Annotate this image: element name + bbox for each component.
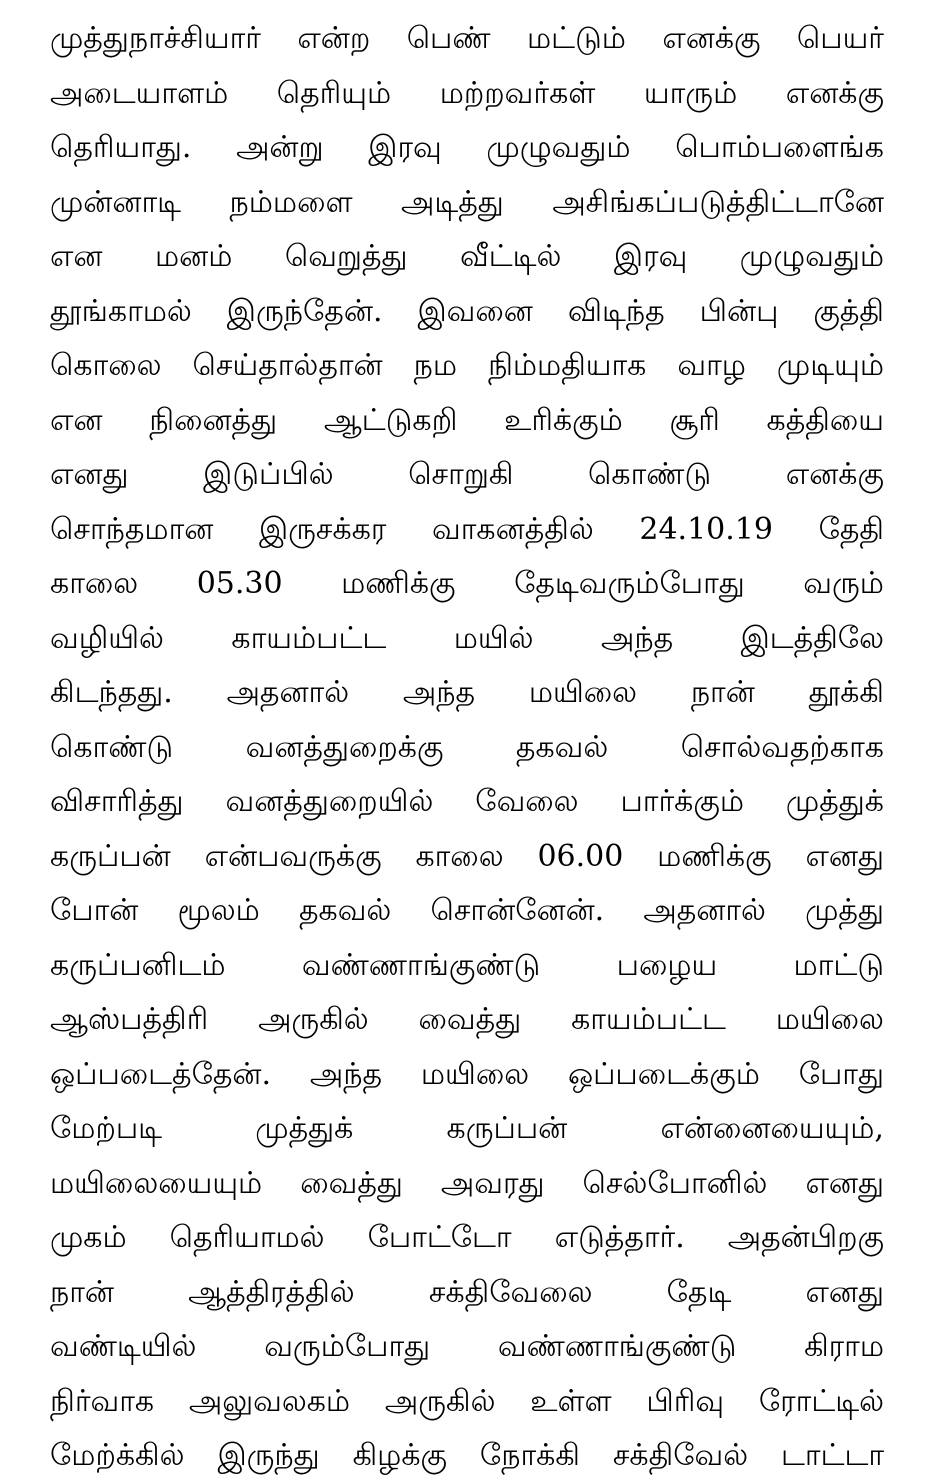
- word: விசாரித்து: [50, 784, 184, 819]
- word: ஆத்திரத்தில்: [188, 1274, 355, 1310]
- text-line: [50, 993, 884, 1048]
- word: என்பவருக்கு: [204, 838, 382, 874]
- word: அலுவலகம்: [188, 1383, 351, 1419]
- word: தெரியும்: [276, 75, 392, 111]
- word: வழியில்: [50, 620, 164, 656]
- word: நம்மளை: [229, 184, 353, 220]
- word: தெரியாது.: [50, 130, 192, 165]
- word: பெண்: [406, 21, 491, 56]
- word: தகவல்: [298, 893, 392, 928]
- word: கிராம: [804, 1329, 884, 1364]
- word: மேற்படி: [50, 1111, 163, 1146]
- word: நான்: [690, 675, 755, 710]
- word: ரோட்டில்: [758, 1383, 884, 1419]
- text-line: [50, 285, 884, 340]
- word: காயம்பட்ட: [231, 620, 387, 656]
- word: சக்திவேல்: [612, 1438, 749, 1473]
- text-line: [50, 503, 884, 558]
- word: தூங்காமல்: [50, 293, 192, 329]
- word: 24.10.19: [639, 511, 773, 547]
- word: வண்ணாங்குண்டு: [497, 1329, 737, 1364]
- text-line: [50, 884, 884, 939]
- word: முழுவதும்: [739, 239, 884, 274]
- word: இரவு: [613, 239, 688, 274]
- word: எனது: [805, 1165, 884, 1201]
- word: மற்றவர்கள்: [439, 75, 596, 111]
- word: எனக்கு: [785, 457, 884, 492]
- word: அருகில்: [258, 1002, 369, 1037]
- text-line: [50, 1429, 884, 1484]
- word: நிர்வாக: [50, 1383, 155, 1419]
- word: மயிலை: [420, 1056, 530, 1092]
- word: மயில்: [453, 620, 534, 656]
- word: கருப்பன்: [446, 1111, 568, 1146]
- word: முகம்: [50, 1220, 127, 1255]
- text-line: [50, 775, 884, 830]
- word: முத்துநாச்சியார்: [50, 21, 261, 56]
- word: சூரி: [669, 402, 720, 438]
- text-line: [50, 121, 884, 176]
- word: வாகனத்தில்: [432, 511, 594, 547]
- word: போன்: [50, 893, 139, 928]
- word: செய்தால்தான்: [192, 348, 383, 383]
- word: அருகில்: [384, 1383, 496, 1419]
- word: சொறுகி: [408, 457, 514, 492]
- word: ஒப்படைத்தேன்.: [50, 1056, 272, 1092]
- word: மணிக்கு: [341, 566, 456, 601]
- word: இருந்தேன்.: [226, 293, 383, 329]
- word: தெரியாமல்: [169, 1220, 325, 1255]
- word: கொலை: [50, 348, 162, 383]
- word: உள்ள: [530, 1383, 612, 1419]
- text-line: [50, 1157, 884, 1212]
- text-line: [50, 721, 884, 776]
- word: நிம்மதியாக: [488, 348, 647, 383]
- word: மூலம்: [177, 893, 260, 928]
- word: என: [50, 402, 103, 438]
- word: உரிக்கும்: [504, 402, 623, 438]
- word: அன்று: [236, 130, 324, 165]
- word: காலை: [50, 566, 139, 601]
- word: நம: [413, 348, 458, 383]
- text-line: [50, 939, 884, 994]
- word: இருந்து: [217, 1438, 320, 1473]
- word: 05.30: [196, 566, 283, 601]
- text-line: [50, 1211, 884, 1266]
- word: போது: [798, 1056, 884, 1092]
- word: மாட்டு: [793, 947, 884, 983]
- word: வெறுத்து: [284, 239, 408, 274]
- word: கிடந்தது.: [50, 675, 173, 710]
- word: விடிந்த: [567, 293, 665, 329]
- word: முத்துக்: [255, 1111, 354, 1146]
- word: கொண்டு: [50, 729, 174, 765]
- word: முத்துக்: [785, 784, 884, 819]
- word: ஆஸ்பத்திரி: [50, 1002, 209, 1037]
- word: ஆட்டுகறி: [323, 402, 458, 438]
- word: வனத்துறையில்: [225, 784, 434, 819]
- word: முன்னாடி: [50, 184, 182, 220]
- word: மயிலையையும்: [50, 1165, 263, 1201]
- word: பின்பு: [699, 293, 779, 329]
- word: கிழக்கு: [352, 1438, 447, 1473]
- word: தூக்கி: [808, 675, 884, 710]
- word: சொல்வதற்காக: [680, 729, 884, 765]
- word: வாழ: [677, 348, 746, 383]
- word: அடையாளம்: [50, 75, 229, 111]
- word: அதன்பிறகு: [727, 1220, 884, 1255]
- word: மயிலை: [528, 675, 638, 710]
- word: காலை: [415, 838, 504, 874]
- word: அதனால்: [643, 893, 766, 928]
- word: சக்திவேலை: [428, 1274, 593, 1310]
- word: என: [50, 239, 103, 274]
- word: மணிக்கு: [657, 838, 772, 874]
- text-line: [50, 1320, 884, 1375]
- word: மட்டும்: [526, 21, 626, 56]
- word: 06.00: [537, 838, 624, 874]
- word: முத்து: [805, 893, 884, 928]
- text-line: [50, 67, 884, 122]
- word: காயம்பட்ட: [571, 1002, 726, 1037]
- word: வீட்டில்: [460, 239, 562, 274]
- word: ஒப்படைக்கும்: [567, 1056, 760, 1092]
- text-line: [50, 666, 884, 721]
- text-line: [50, 1375, 884, 1430]
- word: அசிங்கப்படுத்திட்டானே: [552, 184, 884, 220]
- text-line: [50, 557, 884, 612]
- word: டாட்டா: [781, 1438, 884, 1473]
- word: அவரது: [440, 1165, 545, 1201]
- word: யாரும்: [643, 75, 738, 111]
- word: சொந்தமான: [50, 511, 214, 547]
- word: இவனை: [417, 293, 533, 329]
- word: தேதி: [818, 511, 884, 547]
- word: எனக்கு: [662, 21, 761, 56]
- word: அந்த: [309, 1056, 383, 1092]
- word: அடித்து: [401, 184, 504, 220]
- word: வண்ணாங்குண்டு: [301, 947, 541, 983]
- word: பழைய: [616, 947, 718, 983]
- word: என்னையையும்,: [660, 1111, 884, 1146]
- word: செல்போனில்: [582, 1165, 768, 1201]
- word: நான்: [50, 1274, 115, 1310]
- word: கருப்பன்: [50, 838, 171, 874]
- word: வேலை: [475, 784, 579, 819]
- word: வனத்துறைக்கு: [245, 729, 444, 765]
- word: எனக்கு: [785, 75, 884, 111]
- text-line: [50, 612, 884, 667]
- word: பெயர்: [796, 21, 884, 56]
- word: இடத்திலே: [740, 620, 884, 656]
- text-line: [50, 230, 884, 285]
- word: தேடிவரும்போது: [514, 566, 745, 601]
- word: கொண்டு: [588, 457, 712, 492]
- word: எனது: [805, 838, 884, 874]
- text-line: [50, 1102, 884, 1157]
- word: எனது: [805, 1274, 884, 1310]
- word: இருசக்கர: [258, 511, 387, 547]
- word: அந்த: [601, 620, 674, 656]
- text-line: [50, 1266, 884, 1321]
- word: கருப்பனிடம்: [50, 947, 226, 983]
- word: கத்தியை: [766, 402, 884, 438]
- word: தேடி: [666, 1274, 732, 1310]
- word: மேற்க்கில்: [50, 1438, 185, 1473]
- word: சொன்னேன்.: [430, 893, 605, 928]
- word: மயிலை: [775, 1002, 884, 1037]
- word: பொம்பளைங்க: [675, 130, 884, 165]
- word: அந்த: [402, 675, 476, 710]
- word: நோக்கி: [479, 1438, 580, 1473]
- word: என்ற: [297, 21, 371, 56]
- word: வண்டியில்: [50, 1329, 197, 1364]
- word: இரவு: [368, 130, 442, 165]
- word: முழுவதும்: [486, 130, 631, 165]
- text-line: [50, 176, 884, 231]
- word: அதனால்: [226, 675, 350, 710]
- word: மனம்: [154, 239, 233, 274]
- word: வரும்: [803, 566, 884, 601]
- text-line: [50, 1048, 884, 1103]
- text-line: [50, 12, 884, 67]
- word: வைத்து: [300, 1165, 403, 1201]
- word: குத்தி: [813, 293, 884, 329]
- word: பார்க்கும்: [620, 784, 744, 819]
- text-line: [50, 448, 884, 503]
- word: வைத்து: [418, 1002, 522, 1037]
- word: போட்டோ: [367, 1220, 512, 1255]
- text-line: [50, 830, 884, 885]
- word: எடுத்தார்.: [554, 1220, 685, 1255]
- word: பிரிவு: [646, 1383, 725, 1419]
- word: தகவல்: [515, 729, 609, 765]
- text-line: [50, 394, 884, 449]
- document-page: [50, 12, 884, 1484]
- word: வரும்போது: [264, 1329, 431, 1364]
- word: நினைத்து: [149, 402, 278, 438]
- word: எனது: [50, 457, 129, 492]
- word: இடுப்பில்: [203, 457, 334, 492]
- text-line: [50, 339, 884, 394]
- word: முடியும்: [776, 348, 884, 383]
